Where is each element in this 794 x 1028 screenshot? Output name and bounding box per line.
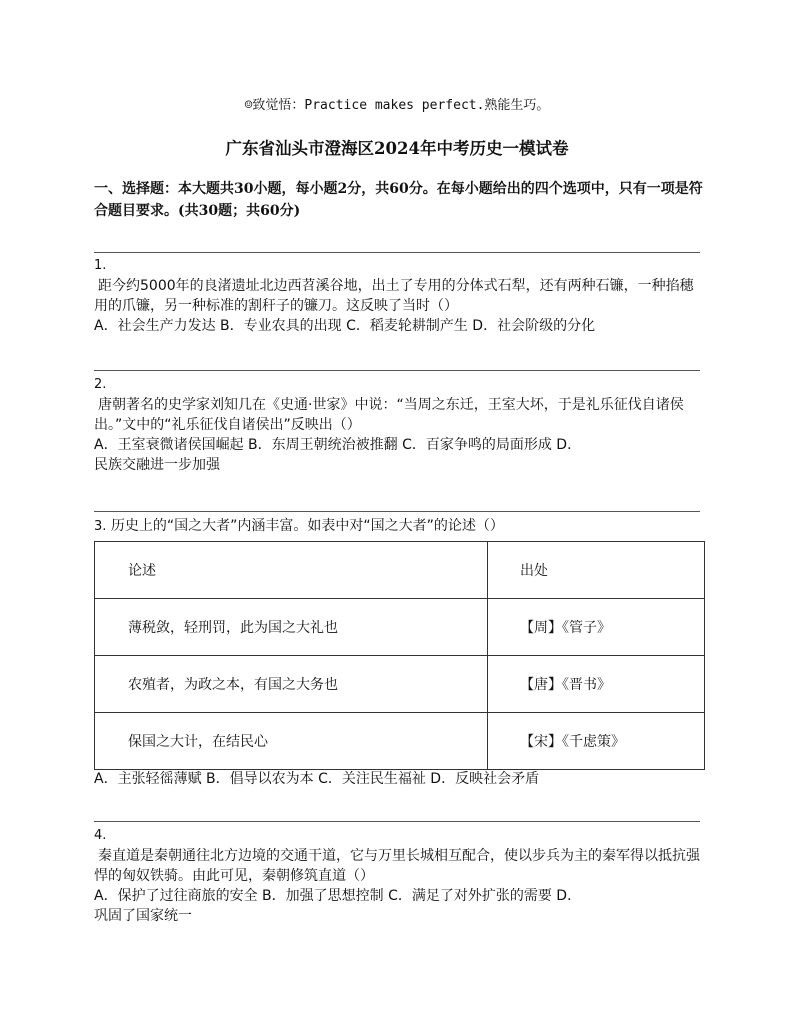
question-options: A．社会生产力发达 B．专业农具的出现 C．稻麦轮耕制产生 D．社会阶级的分化 [94,318,596,334]
question-options: A．保护了过往商旅的安全 B．加强了思想控制 C．满足了对外扩张的需要 D． [94,888,582,904]
table-cell-statement: 农殖者，为政之本，有国之大务也 [95,656,488,713]
table-cell-statement: 薄税敛，轻刑罚，此为国之大礼也 [95,599,488,656]
question-options: A．主张轻徭薄赋 B．倡导以农为本 C．关注民生福祉 D．反映社会矛盾 [94,771,540,787]
question-3-options-block [94,769,704,789]
question-stem: 历史上的“国之大者”内涵丰富。如表中对“国之大者”的论述（） [110,518,504,534]
question-4 [94,826,704,926]
table-cell-statement: 保国之大计，在结民心 [95,713,488,770]
table-cell-source: 【宋】《千虑策》 [488,713,705,770]
question-number: 1. [94,258,107,273]
question-3-stem-line [94,516,704,537]
question-2 [94,375,704,475]
table-row [95,599,705,656]
question-stem: 唐朝著名的史学家刘知几在《史通·世家》中说：“当周之东迁，王室大坏，于是礼乐征伐自诸侯出。”文中的“礼乐征伐自诸侯出”反映出（） [94,397,684,433]
table-header-row [95,542,705,599]
table-header-cell: 论述 [95,542,488,599]
question-options: A．王室衰微诸侯国崛起 B．东周王朝统治被推翻 C．百家争鸣的局面形成 D． [94,437,582,453]
comparison-table [94,541,705,770]
question-1 [94,256,704,336]
question-divider [94,511,700,512]
table-cell-source: 【周】《管子》 [488,599,705,656]
question-options-continued: 巩固了国家统一 [94,908,192,924]
question-divider [94,370,700,371]
question-number: 4. [94,828,107,843]
question-divider [94,252,700,253]
question-number: 2. [94,377,107,392]
question-stem: 秦直道是秦朝通往北方边境的交通干道，它与万里长城相互配合，使以步兵为主的秦军得以抵抗强悍的匈奴铁骑。由此可见，秦朝修筑直道（） [94,848,700,884]
question-options-continued: 民族交融进一步加强 [94,457,220,473]
motto-line: ☺致觉悟：Practice makes perfect.熟能生巧。 [244,98,550,113]
table-cell-source: 【唐】《晋书》 [488,656,705,713]
section-header: 一、选择题：本大题共30小题，每小题2分，共60分。在每小题给出的四个选项中，只有一项是符合题目要求。(共30题；共60分) [94,181,703,219]
question-stem: 距今约5000年的良渚遗址北边西苕溪谷地，出土了专用的分体式石犁，还有两种石镰，一种掐穗用的爪镰，另一种标准的割秆子的镰刀。这反映了当时（） [94,278,694,314]
question-number: 3. [94,519,107,534]
table-row [95,656,705,713]
table-row [95,713,705,770]
table-header-cell: 出处 [488,542,705,599]
question-divider [94,821,700,822]
exam-title: 广东省汕头市澄海区2024年中考历史一模试卷 [225,139,569,158]
